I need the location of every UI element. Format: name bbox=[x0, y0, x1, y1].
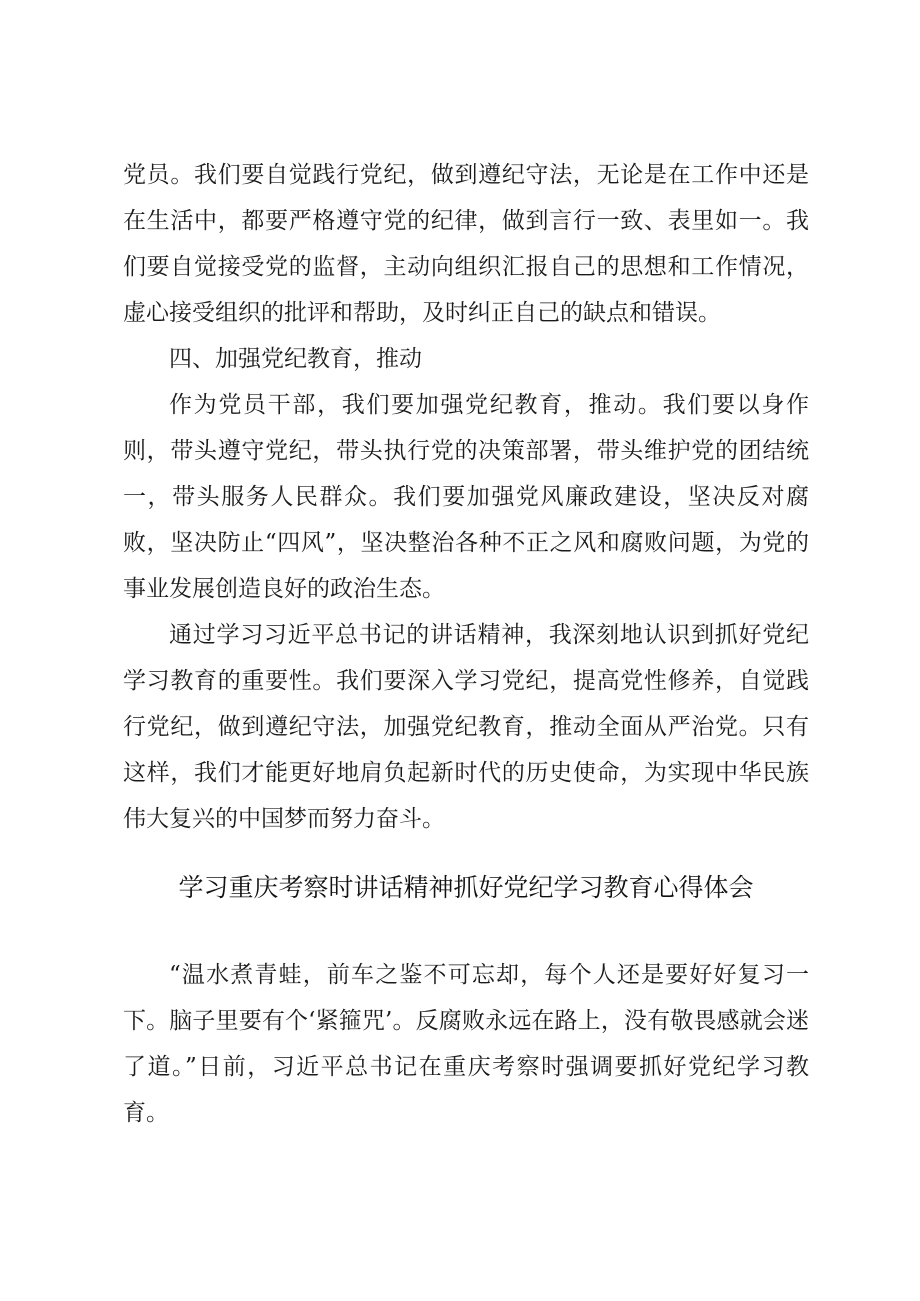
document-body-top bbox=[123, 152, 809, 842]
section-heading-four: 四、加强党纪教育，推动 bbox=[169, 346, 422, 372]
article-title: 学习重庆考察时讲话精神抓好党纪学习教育心得体会 bbox=[178, 873, 754, 902]
paragraph: 作为党员干部，我们要加强党纪教育，推动。我们要以身作则，带头遵守党纪，带头执行党的决策部署，带头维护党的团结统一，带头服务人民群众。我们要加强党风廉政建设，坚决反对腐败，坚决防止“四风”，坚决整治各种不正之风和腐败问题，为党的事业发展创造良好的政治生态。 bbox=[123, 392, 809, 602]
paragraph-continuation: 党员。我们要自觉践行党纪，做到遵纪守法，无论是在工作中还是在生活中，都要严格遵守党的纪律，做到言行一致、表里如一。我们要自觉接受党的监督，主动向组织汇报自己的思想和工作情况，虚心接受组织的批评和帮助，及时纠正自己的缺点和错误。 bbox=[123, 162, 809, 326]
paragraph: 通过学习习近平总书记的讲话精神，我深刻地认识到抓好党纪学习教育的重要性。我们要深入学习党纪，提高党性修养，自觉践行党纪，做到遵纪守法，加强党纪教育，推动全面从严治党。只有这样，我们才能更好地肩负起新时代的历史使命，为实现中华民族伟大复兴的中国梦而努力奋斗。 bbox=[123, 622, 809, 832]
document-body-bottom bbox=[123, 952, 809, 1136]
paragraph: “温水煮青蛙，前车之鉴不可忘却，每个人还是要好好复习一下。脑子里要有个‘紧箍咒’。反腐败永远在路上，没有敬畏感就会迷了道。”日前，习近平总书记在重庆考察时强调要抓好党纪学习教育。 bbox=[123, 962, 809, 1126]
